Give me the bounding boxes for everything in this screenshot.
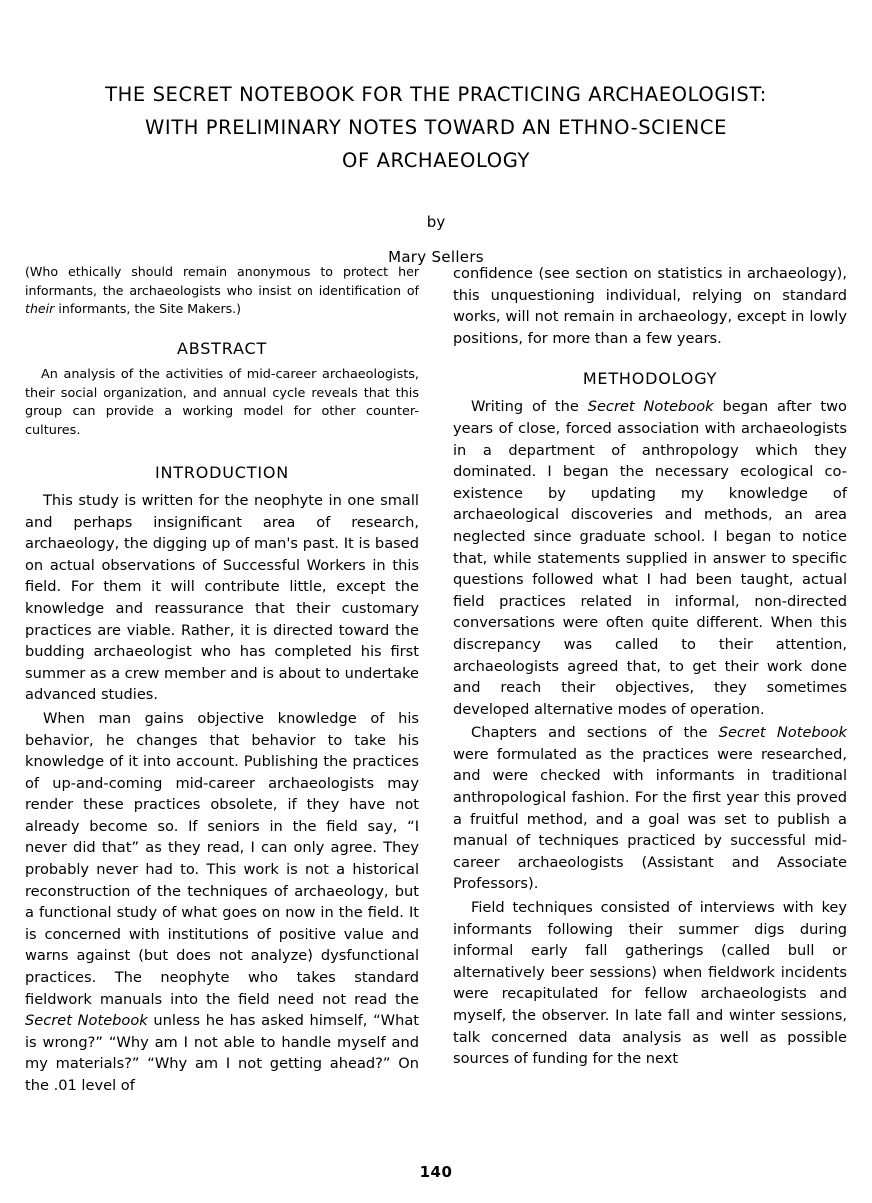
byline-author: Mary Sellers [388,248,484,266]
anonymity-note-part1: (Who ethically should remain anonymous to protect her informants, the archaeologists who insist on identification of [25,264,419,298]
intro-p2-part2: unless he has asked himself, “What is wrong?” “Why am I not able to handle myself and my materials?” “Why am I not getting ahead?” On the .01 level of [25,1012,419,1094]
intro-p2-italic: Secret Notebook [25,1012,148,1030]
title-line-1: THE SECRET NOTEBOOK FOR THE PRACTICING ARCHAEOLOGIST: [105,83,767,106]
method-p1-part1: Writing of the [471,398,588,416]
anonymity-note [25,263,419,319]
anonymity-note-italic: their [25,301,55,317]
methodology-heading: METHODOLOGY [582,369,718,389]
anonymity-note-part2: informants, the Site Makers.) [54,301,242,317]
methodology-paragraph-2 [453,722,847,895]
article-title [70,78,802,177]
continuation-paragraph: confidence (see section on statistics in archaeology), this unquestioning individual, relying on standard works, will not remain in archaeology, except in lowly positions, for more than a few years. [453,265,847,347]
left-column [25,263,419,1099]
methodology-paragraph-1 [453,396,847,720]
intro-p2-part1: When man gains objective knowledge of his behavior, he changes that behavior to take his knowledge of it into account. Publishing the practices of up-and-coming mid-career archaeologists may render these practices obsolete, if they have not already become so. If seniors in the field say, “I never did that” as they read, I can only agree. They probably never had to. This work is not a historical reconstruction of the techniques of archaeology, but a functional study of what goes on now in the field. It is concerned with institutions of positive value and warns against (but does not analyze) dysfunctional practices. The neophyte who takes standard fieldwork manuals into the field need not read the [25,709,419,1008]
abstract-text: An analysis of the activities of mid-career archaeologists, their social organization, and annual cycle reveals that this group can provide a working model for other counter-cultures. [25,366,419,439]
method-p2-part2: were formulated as the practices were researched, and were checked with informants in traditional anthropological fashion. For the first year this proved a fruitful method, and a goal was set to publish a manual of techniques practiced by successful mid-career archaeologists (Assistant and Associate Professors). [453,745,847,893]
two-column-body [25,263,847,1099]
title-line-2: WITH PRELIMINARY NOTES TOWARD AN ETHNO-SCIENCE [144,116,727,139]
method-p2-italic: Secret Notebook [718,724,847,742]
intro-paragraph-2 [25,708,419,1097]
methodology-paragraph-3: Field techniques consisted of interviews with key informants following their summer digs during informal early fall gatherings (called bull or alternatively beer sessions) when fieldwork incidents were recapitulated for fellow archaeologists and myself, the observer. In late fall and winter sessions, talk concerned data analysis as well as possible sources of funding for the next [453,899,847,1068]
introduction-heading: INTRODUCTION [154,462,290,482]
method-p2-part1: Chapters and sections of the [471,724,719,742]
method-p1-part2: began after two years of close, forced association with archaeologists in a department of anthropology which they dominated. I began the necessary ecological co-existence by updating my knowledge of archaeological discoveries and methods, an area neglected since graduate school. I began to notice that, while statements supplied in answer to specific questions followed what I had been taught, actual field practices related in informal, non-directed conversations were often quite different. When this discrepancy was called to their attention, archaeologists agreed that, to get their work done and reach their objectives, they sometimes developed alternative modes of operation. [453,398,847,718]
right-column [453,263,847,1099]
abstract-heading: ABSTRACT [176,338,268,358]
method-p1-italic: Secret Notebook [587,398,714,416]
title-line-3: OF ARCHAEOLOGY [342,149,530,172]
intro-paragraph-1: This study is written for the neophyte in one small and perhaps insignificant area of research, archaeology, the digging up of man's past. It is based on actual observations of Successful Workers in this field. For them it will contribute little, except the knowledge and reassurance that their customary practices are viable. Rather, it is directed toward the budding archaeologist who has completed his first summer as a crew member and is about to undertake advanced studies. [25,491,419,704]
page-number: 140 [419,1163,453,1181]
byline-by-label: by [426,213,446,231]
